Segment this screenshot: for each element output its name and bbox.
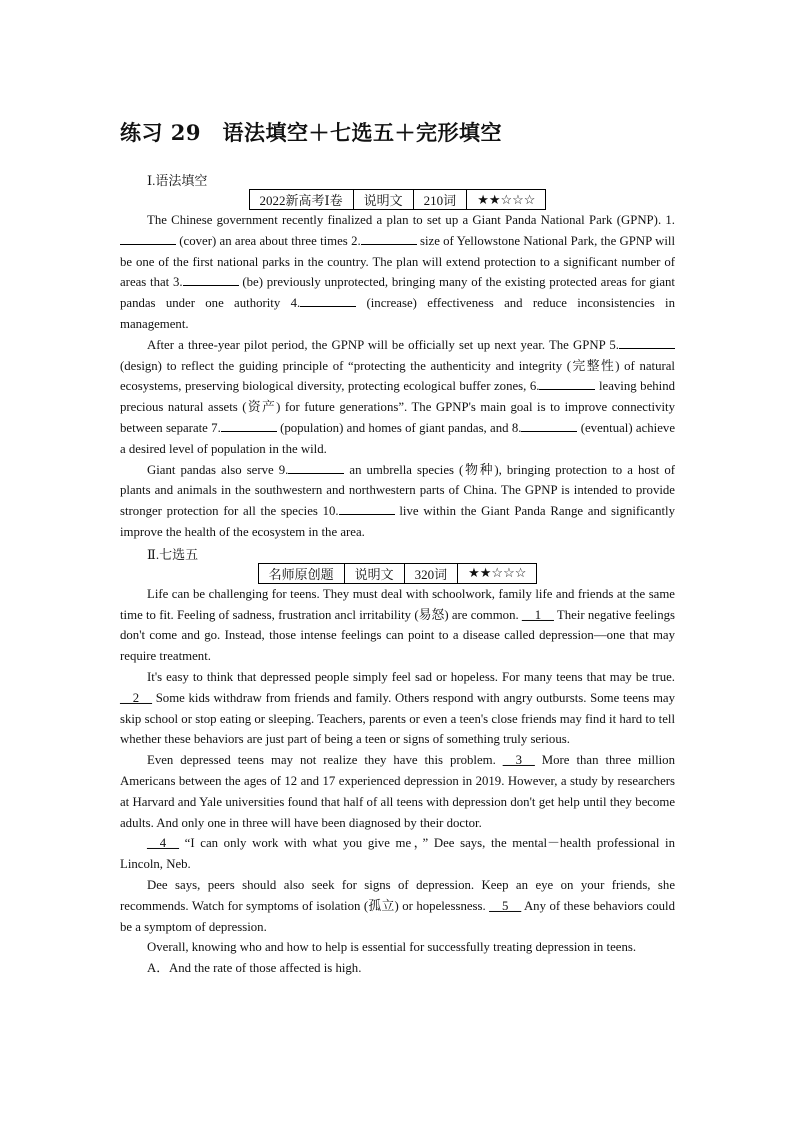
option-a: A．And the rate of those affected is high. bbox=[147, 961, 362, 976]
difficulty-cell: ★★☆☆☆ bbox=[467, 190, 546, 210]
answer-blank-7[interactable] bbox=[221, 418, 277, 432]
source-cell: 名师原创题 bbox=[258, 563, 344, 583]
reading-paragraph-2: It's easy to think that depressed people simply feel sad or hopeless. For many teens that may be true. __2__ Some kids withdraw from friends and family. Others respond with angry outbursts. Some teens may skip school or stop eating or sleeping. Teachers, parents or even a teen's close friends may find it hard to tell whether these behaviors are just part of being a teen or signs of something truly serious. bbox=[120, 669, 675, 747]
section2-info-table bbox=[258, 563, 538, 584]
reading-paragraph-3: Even depressed teens may not realize they have this problem. __3__ More than three million Americans between the ages of 12 and 17 experienced depression in 2019. However, a study by researchers at Harvard and Yale universities found that half of all teens with depression don't get help until they become adults. And only one in three will have been diagnosed by their doctor. bbox=[120, 753, 675, 830]
answer-blank-q3[interactable]: __3__ bbox=[502, 753, 535, 768]
answer-blank-10[interactable] bbox=[339, 501, 395, 515]
answer-blank-6[interactable] bbox=[539, 376, 595, 390]
grammar-paragraph-3: Giant pandas also serve 9. an umbrella species (物种), bringing protection to a host of plants and animals in the southwestern and northwestern parts of China. The GPNP is intended to provide stronger protection for all the species 10. live within the Giant Panda Range and significantly improve the health of the ecosystem in the area. bbox=[120, 460, 675, 543]
answer-blank-2[interactable] bbox=[361, 231, 417, 245]
reading-paragraph-5: Dee says, peers should also seek for signs of depression. Keep an eye on your friends, she recommends. Watch for symptoms of isolation (孤立) or hopelessness. __5__ Any of these behaviors could be a symptom of depression. bbox=[120, 877, 676, 934]
answer-blank-4[interactable] bbox=[300, 293, 356, 307]
section2-heading: Ⅱ.七选五 bbox=[147, 546, 199, 562]
genre-cell: 说明文 bbox=[353, 190, 413, 210]
answer-blank-q2[interactable]: __2__ bbox=[120, 690, 152, 705]
wordcount-cell: 320词 bbox=[404, 563, 458, 583]
worksheet-page bbox=[120, 118, 675, 979]
answer-blank-8[interactable] bbox=[521, 418, 577, 432]
answer-blank-q5[interactable]: __5__ bbox=[489, 898, 522, 913]
reading-paragraph-1: Life can be challenging for teens. They must deal with schoolwork, family life and friends at the same time to fit. Feeling of sadness, frustration ancl irritability (易怒) are common. __1__ Their negative feelings don't come and go. Instead, those intense feelings can point to a disease called depression—one that may require treatment. bbox=[120, 586, 675, 664]
answer-blank-1[interactable] bbox=[120, 231, 176, 245]
answer-blank-9[interactable] bbox=[288, 460, 344, 474]
page-title: 练习 29 语法填空＋七选五＋完形填空 bbox=[120, 120, 503, 145]
difficulty-cell: ★★☆☆☆ bbox=[458, 563, 537, 583]
section1-info-table bbox=[249, 189, 547, 210]
answer-blank-q4[interactable]: __4__ bbox=[147, 836, 179, 851]
section1-heading: Ⅰ.语法填空 bbox=[147, 173, 208, 188]
source-cell: 2022新高考Ⅰ卷 bbox=[249, 190, 353, 210]
wordcount-cell: 210词 bbox=[413, 190, 467, 210]
grammar-paragraph-2: After a three-year pilot period, the GPNP will be officially set up next year. The GPNP 5. (design) to reflect the guiding principle of “protecting the authenticity and integrity (完整性) of natural ecosystems, preserving biological diversity, protecting ecological buffer zones, 6. leaving behind precious natural assets (资产) for future generations”. The GPNP's main goal is to improve connectivity between separate 7. (population) and homes of giant pandas, and 8. (eventual) achieve a desired level of population in the wild. bbox=[120, 335, 675, 460]
answer-blank-5[interactable] bbox=[619, 335, 675, 349]
genre-cell: 说明文 bbox=[344, 563, 404, 583]
reading-paragraph-4: __4__ “I can only work with what you give me，” Dee says, the mental－health professional in Lincoln, Neb. bbox=[120, 836, 675, 872]
reading-paragraph-6: Overall, knowing who and how to help is essential for successfully treating depression in teens. bbox=[147, 940, 637, 955]
answer-blank-q1[interactable]: __1__ bbox=[521, 607, 554, 622]
grammar-paragraph-1: The Chinese government recently finalized a plan to set up a Giant Panda National Park (GPNP). 1. (cover) an area about three times 2. size of Yellowstone National Park, the GPNP will be one of the first national parks in the country. The plan will extend protection to a significant number of areas that 3. (be) previously unprotected, bringing many of the existing protected areas for giant pandas under one authority 4. (increase) effectiveness and reduce inconsistencies in management. bbox=[120, 213, 675, 331]
answer-blank-3[interactable] bbox=[183, 272, 239, 286]
